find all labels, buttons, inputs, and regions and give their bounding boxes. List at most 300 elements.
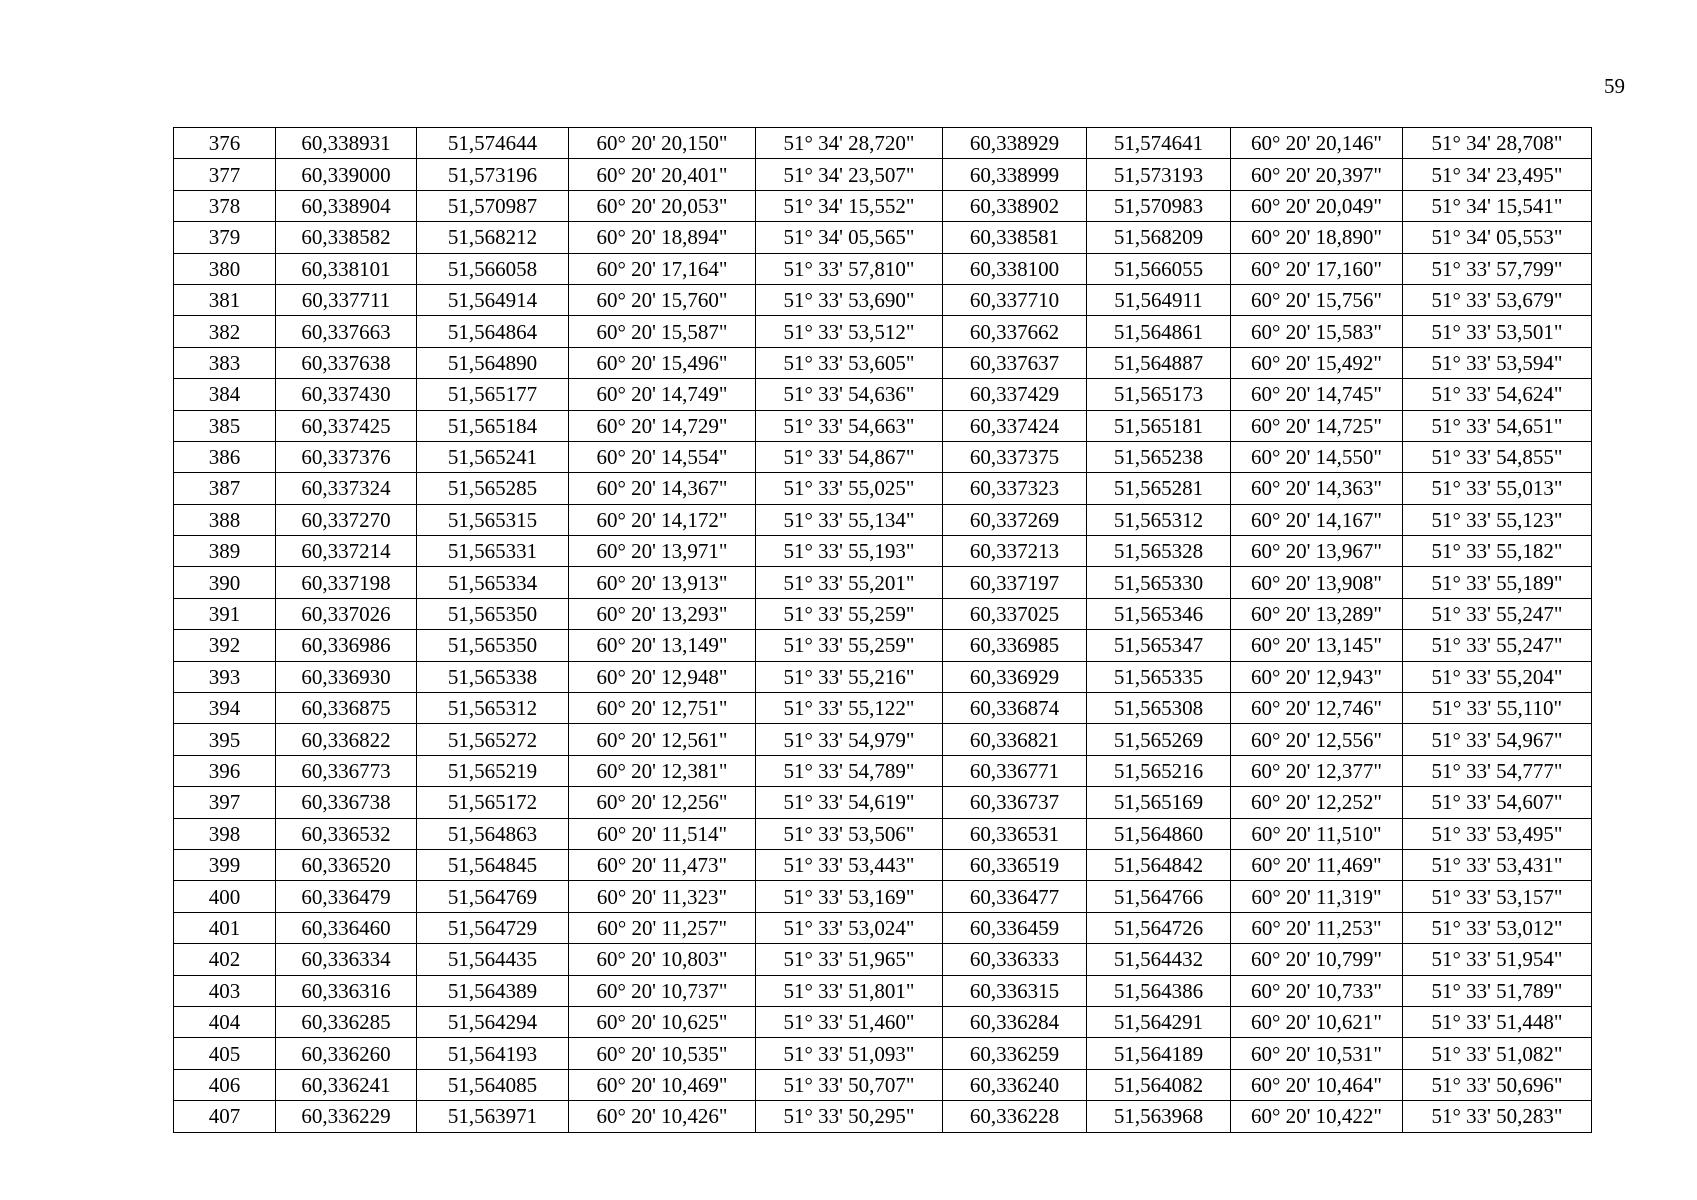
latitude-decimal-alt-cell: 60,336771 xyxy=(943,755,1087,786)
longitude-dms-cell: 51° 33' 50,295" xyxy=(756,1101,943,1132)
latitude-decimal-cell: 60,337663 xyxy=(276,316,417,347)
latitude-dms-alt-cell: 60° 20' 12,556" xyxy=(1231,724,1403,755)
longitude-decimal-alt-cell: 51,563968 xyxy=(1087,1101,1231,1132)
latitude-decimal-cell: 60,337638 xyxy=(276,347,417,378)
latitude-decimal-cell: 60,336479 xyxy=(276,881,417,912)
longitude-dms-cell: 51° 33' 50,707" xyxy=(756,1069,943,1100)
longitude-decimal-alt-cell: 51,564887 xyxy=(1087,347,1231,378)
longitude-decimal-alt-cell: 51,566055 xyxy=(1087,253,1231,284)
latitude-decimal-alt-cell: 60,337323 xyxy=(943,473,1087,504)
latitude-dms-alt-cell: 60° 20' 11,510" xyxy=(1231,818,1403,849)
latitude-dms-cell: 60° 20' 14,729" xyxy=(569,410,756,441)
latitude-decimal-cell: 60,337425 xyxy=(276,410,417,441)
longitude-decimal-cell: 51,564435 xyxy=(417,944,569,975)
table-row xyxy=(174,975,1592,1006)
longitude-decimal-cell: 51,570987 xyxy=(417,190,569,221)
longitude-dms-cell: 51° 34' 28,720" xyxy=(756,128,943,159)
latitude-decimal-cell: 60,336460 xyxy=(276,912,417,943)
longitude-decimal-alt-cell: 51,573193 xyxy=(1087,159,1231,190)
longitude-decimal-alt-cell: 51,565169 xyxy=(1087,787,1231,818)
longitude-decimal-alt-cell: 51,565328 xyxy=(1087,536,1231,567)
latitude-dms-cell: 60° 20' 10,625" xyxy=(569,1006,756,1037)
point-number-cell: 376 xyxy=(174,128,276,159)
table-row xyxy=(174,818,1592,849)
table-row xyxy=(174,1069,1592,1100)
latitude-dms-cell: 60° 20' 12,561" xyxy=(569,724,756,755)
longitude-decimal-cell: 51,574644 xyxy=(417,128,569,159)
latitude-decimal-alt-cell: 60,336259 xyxy=(943,1038,1087,1069)
longitude-decimal-cell: 51,565334 xyxy=(417,567,569,598)
longitude-decimal-cell: 51,563971 xyxy=(417,1101,569,1132)
longitude-dms-alt-cell: 51° 33' 53,157" xyxy=(1403,881,1592,912)
longitude-decimal-cell: 51,564890 xyxy=(417,347,569,378)
latitude-dms-cell: 60° 20' 13,149" xyxy=(569,630,756,661)
longitude-decimal-cell: 51,564085 xyxy=(417,1069,569,1100)
latitude-decimal-cell: 60,336875 xyxy=(276,693,417,724)
longitude-dms-cell: 51° 33' 53,690" xyxy=(756,284,943,315)
latitude-decimal-alt-cell: 60,338929 xyxy=(943,128,1087,159)
table-row xyxy=(174,630,1592,661)
point-number-cell: 391 xyxy=(174,598,276,629)
latitude-dms-alt-cell: 60° 20' 10,621" xyxy=(1231,1006,1403,1037)
latitude-decimal-alt-cell: 60,336985 xyxy=(943,630,1087,661)
point-number-cell: 407 xyxy=(174,1101,276,1132)
table-row xyxy=(174,284,1592,315)
latitude-dms-alt-cell: 60° 20' 10,799" xyxy=(1231,944,1403,975)
latitude-dms-alt-cell: 60° 20' 10,531" xyxy=(1231,1038,1403,1069)
latitude-decimal-cell: 60,336229 xyxy=(276,1101,417,1132)
latitude-decimal-alt-cell: 60,336929 xyxy=(943,661,1087,692)
longitude-decimal-cell: 51,565312 xyxy=(417,693,569,724)
point-number-cell: 392 xyxy=(174,630,276,661)
table-row xyxy=(174,222,1592,253)
latitude-dms-cell: 60° 20' 20,401" xyxy=(569,159,756,190)
latitude-dms-cell: 60° 20' 15,496" xyxy=(569,347,756,378)
longitude-dms-cell: 51° 33' 55,259" xyxy=(756,598,943,629)
point-number-cell: 381 xyxy=(174,284,276,315)
latitude-dms-cell: 60° 20' 14,367" xyxy=(569,473,756,504)
latitude-dms-alt-cell: 60° 20' 11,469" xyxy=(1231,849,1403,880)
point-number-cell: 402 xyxy=(174,944,276,975)
latitude-dms-alt-cell: 60° 20' 17,160" xyxy=(1231,253,1403,284)
point-number-cell: 388 xyxy=(174,504,276,535)
latitude-decimal-alt-cell: 60,336531 xyxy=(943,818,1087,849)
longitude-dms-cell: 51° 33' 53,506" xyxy=(756,818,943,849)
latitude-decimal-alt-cell: 60,336737 xyxy=(943,787,1087,818)
table-row xyxy=(174,755,1592,786)
longitude-dms-cell: 51° 33' 55,134" xyxy=(756,504,943,535)
point-number-cell: 395 xyxy=(174,724,276,755)
longitude-decimal-cell: 51,564294 xyxy=(417,1006,569,1037)
longitude-dms-alt-cell: 51° 33' 55,204" xyxy=(1403,661,1592,692)
longitude-decimal-alt-cell: 51,564766 xyxy=(1087,881,1231,912)
table-row xyxy=(174,944,1592,975)
latitude-dms-alt-cell: 60° 20' 10,464" xyxy=(1231,1069,1403,1100)
longitude-decimal-cell: 51,565331 xyxy=(417,536,569,567)
point-number-cell: 394 xyxy=(174,693,276,724)
latitude-dms-cell: 60° 20' 10,535" xyxy=(569,1038,756,1069)
longitude-decimal-cell: 51,564914 xyxy=(417,284,569,315)
latitude-dms-cell: 60° 20' 15,760" xyxy=(569,284,756,315)
longitude-decimal-cell: 51,565285 xyxy=(417,473,569,504)
longitude-dms-cell: 51° 33' 54,619" xyxy=(756,787,943,818)
longitude-decimal-alt-cell: 51,564842 xyxy=(1087,849,1231,880)
longitude-dms-cell: 51° 33' 55,193" xyxy=(756,536,943,567)
longitude-decimal-alt-cell: 51,564432 xyxy=(1087,944,1231,975)
latitude-dms-cell: 60° 20' 17,164" xyxy=(569,253,756,284)
latitude-dms-alt-cell: 60° 20' 14,167" xyxy=(1231,504,1403,535)
point-number-cell: 389 xyxy=(174,536,276,567)
latitude-decimal-cell: 60,336520 xyxy=(276,849,417,880)
longitude-dms-cell: 51° 34' 05,565" xyxy=(756,222,943,253)
latitude-decimal-alt-cell: 60,337662 xyxy=(943,316,1087,347)
table-row xyxy=(174,441,1592,472)
table-row xyxy=(174,881,1592,912)
latitude-decimal-cell: 60,336285 xyxy=(276,1006,417,1037)
longitude-dms-cell: 51° 33' 53,443" xyxy=(756,849,943,880)
longitude-decimal-alt-cell: 51,564726 xyxy=(1087,912,1231,943)
point-number-cell: 379 xyxy=(174,222,276,253)
longitude-decimal-cell: 51,565219 xyxy=(417,755,569,786)
latitude-dms-cell: 60° 20' 10,469" xyxy=(569,1069,756,1100)
latitude-dms-alt-cell: 60° 20' 14,550" xyxy=(1231,441,1403,472)
latitude-decimal-alt-cell: 60,338100 xyxy=(943,253,1087,284)
longitude-dms-alt-cell: 51° 33' 53,594" xyxy=(1403,347,1592,378)
longitude-dms-cell: 51° 33' 51,460" xyxy=(756,1006,943,1037)
latitude-dms-alt-cell: 60° 20' 11,319" xyxy=(1231,881,1403,912)
longitude-decimal-cell: 51,564864 xyxy=(417,316,569,347)
longitude-dms-alt-cell: 51° 33' 55,182" xyxy=(1403,536,1592,567)
longitude-dms-alt-cell: 51° 33' 54,777" xyxy=(1403,755,1592,786)
table-row xyxy=(174,536,1592,567)
longitude-dms-cell: 51° 33' 57,810" xyxy=(756,253,943,284)
latitude-dms-alt-cell: 60° 20' 20,397" xyxy=(1231,159,1403,190)
longitude-decimal-cell: 51,565350 xyxy=(417,598,569,629)
longitude-decimal-cell: 51,573196 xyxy=(417,159,569,190)
latitude-dms-cell: 60° 20' 12,948" xyxy=(569,661,756,692)
latitude-decimal-cell: 60,336532 xyxy=(276,818,417,849)
latitude-dms-cell: 60° 20' 10,737" xyxy=(569,975,756,1006)
latitude-dms-cell: 60° 20' 14,172" xyxy=(569,504,756,535)
latitude-decimal-cell: 60,336738 xyxy=(276,787,417,818)
latitude-decimal-cell: 60,337270 xyxy=(276,504,417,535)
latitude-decimal-cell: 60,337430 xyxy=(276,379,417,410)
longitude-dms-cell: 51° 33' 55,216" xyxy=(756,661,943,692)
latitude-dms-alt-cell: 60° 20' 10,422" xyxy=(1231,1101,1403,1132)
latitude-decimal-alt-cell: 60,336240 xyxy=(943,1069,1087,1100)
table-row xyxy=(174,410,1592,441)
table-row xyxy=(174,567,1592,598)
longitude-dms-alt-cell: 51° 33' 51,448" xyxy=(1403,1006,1592,1037)
point-number-cell: 386 xyxy=(174,441,276,472)
latitude-dms-cell: 60° 20' 10,426" xyxy=(569,1101,756,1132)
longitude-decimal-alt-cell: 51,565281 xyxy=(1087,473,1231,504)
latitude-dms-alt-cell: 60° 20' 15,492" xyxy=(1231,347,1403,378)
longitude-dms-cell: 51° 33' 53,512" xyxy=(756,316,943,347)
table-row xyxy=(174,504,1592,535)
longitude-dms-cell: 51° 33' 54,636" xyxy=(756,379,943,410)
longitude-decimal-cell: 51,566058 xyxy=(417,253,569,284)
latitude-decimal-alt-cell: 60,337429 xyxy=(943,379,1087,410)
latitude-dms-cell: 60° 20' 15,587" xyxy=(569,316,756,347)
longitude-decimal-cell: 51,565184 xyxy=(417,410,569,441)
longitude-dms-alt-cell: 51° 33' 54,607" xyxy=(1403,787,1592,818)
latitude-dms-cell: 60° 20' 11,323" xyxy=(569,881,756,912)
longitude-decimal-alt-cell: 51,564189 xyxy=(1087,1038,1231,1069)
longitude-decimal-cell: 51,564389 xyxy=(417,975,569,1006)
table-row xyxy=(174,1006,1592,1037)
point-number-cell: 377 xyxy=(174,159,276,190)
longitude-dms-alt-cell: 51° 33' 55,110" xyxy=(1403,693,1592,724)
table-row xyxy=(174,253,1592,284)
longitude-decimal-alt-cell: 51,565330 xyxy=(1087,567,1231,598)
latitude-decimal-alt-cell: 60,337424 xyxy=(943,410,1087,441)
longitude-decimal-alt-cell: 51,568209 xyxy=(1087,222,1231,253)
latitude-decimal-cell: 60,337376 xyxy=(276,441,417,472)
longitude-dms-alt-cell: 51° 33' 53,012" xyxy=(1403,912,1592,943)
longitude-dms-alt-cell: 51° 33' 51,082" xyxy=(1403,1038,1592,1069)
table-row xyxy=(174,316,1592,347)
longitude-decimal-cell: 51,565241 xyxy=(417,441,569,472)
point-number-cell: 403 xyxy=(174,975,276,1006)
longitude-dms-alt-cell: 51° 33' 54,624" xyxy=(1403,379,1592,410)
longitude-dms-alt-cell: 51° 33' 51,954" xyxy=(1403,944,1592,975)
point-number-cell: 384 xyxy=(174,379,276,410)
latitude-decimal-cell: 60,336241 xyxy=(276,1069,417,1100)
point-number-cell: 398 xyxy=(174,818,276,849)
latitude-decimal-alt-cell: 60,337269 xyxy=(943,504,1087,535)
longitude-decimal-cell: 51,565272 xyxy=(417,724,569,755)
longitude-dms-cell: 51° 34' 23,507" xyxy=(756,159,943,190)
latitude-dms-alt-cell: 60° 20' 10,733" xyxy=(1231,975,1403,1006)
table-row xyxy=(174,1101,1592,1132)
latitude-decimal-alt-cell: 60,336519 xyxy=(943,849,1087,880)
latitude-decimal-alt-cell: 60,337637 xyxy=(943,347,1087,378)
longitude-dms-alt-cell: 51° 33' 55,123" xyxy=(1403,504,1592,535)
table-row xyxy=(174,724,1592,755)
latitude-decimal-alt-cell: 60,336477 xyxy=(943,881,1087,912)
latitude-dms-cell: 60° 20' 11,257" xyxy=(569,912,756,943)
longitude-decimal-cell: 51,564193 xyxy=(417,1038,569,1069)
longitude-dms-cell: 51° 33' 54,979" xyxy=(756,724,943,755)
table-row xyxy=(174,379,1592,410)
longitude-dms-cell: 51° 33' 51,801" xyxy=(756,975,943,1006)
longitude-dms-alt-cell: 51° 33' 50,696" xyxy=(1403,1069,1592,1100)
longitude-decimal-alt-cell: 51,565347 xyxy=(1087,630,1231,661)
table-row xyxy=(174,661,1592,692)
table-row xyxy=(174,128,1592,159)
latitude-decimal-alt-cell: 60,336315 xyxy=(943,975,1087,1006)
longitude-dms-cell: 51° 33' 54,867" xyxy=(756,441,943,472)
longitude-decimal-alt-cell: 51,565269 xyxy=(1087,724,1231,755)
longitude-decimal-cell: 51,565315 xyxy=(417,504,569,535)
latitude-decimal-cell: 60,336334 xyxy=(276,944,417,975)
longitude-decimal-alt-cell: 51,574641 xyxy=(1087,128,1231,159)
longitude-dms-alt-cell: 51° 34' 28,708" xyxy=(1403,128,1592,159)
latitude-dms-cell: 60° 20' 13,913" xyxy=(569,567,756,598)
coordinates-table xyxy=(173,127,1592,1133)
longitude-decimal-cell: 51,565177 xyxy=(417,379,569,410)
table-row xyxy=(174,473,1592,504)
longitude-decimal-alt-cell: 51,565335 xyxy=(1087,661,1231,692)
latitude-decimal-cell: 60,338101 xyxy=(276,253,417,284)
longitude-decimal-alt-cell: 51,564386 xyxy=(1087,975,1231,1006)
latitude-dms-cell: 60° 20' 20,150" xyxy=(569,128,756,159)
latitude-dms-alt-cell: 60° 20' 15,583" xyxy=(1231,316,1403,347)
latitude-decimal-alt-cell: 60,337710 xyxy=(943,284,1087,315)
longitude-decimal-alt-cell: 51,564911 xyxy=(1087,284,1231,315)
latitude-decimal-cell: 60,338582 xyxy=(276,222,417,253)
latitude-decimal-cell: 60,336930 xyxy=(276,661,417,692)
latitude-decimal-cell: 60,338904 xyxy=(276,190,417,221)
point-number-cell: 406 xyxy=(174,1069,276,1100)
point-number-cell: 405 xyxy=(174,1038,276,1069)
longitude-dms-cell: 51° 33' 55,259" xyxy=(756,630,943,661)
point-number-cell: 387 xyxy=(174,473,276,504)
longitude-dms-cell: 51° 33' 53,169" xyxy=(756,881,943,912)
point-number-cell: 404 xyxy=(174,1006,276,1037)
latitude-decimal-alt-cell: 60,336333 xyxy=(943,944,1087,975)
latitude-dms-alt-cell: 60° 20' 13,908" xyxy=(1231,567,1403,598)
latitude-dms-cell: 60° 20' 13,293" xyxy=(569,598,756,629)
longitude-dms-alt-cell: 51° 33' 53,501" xyxy=(1403,316,1592,347)
longitude-decimal-alt-cell: 51,564861 xyxy=(1087,316,1231,347)
latitude-decimal-cell: 60,336822 xyxy=(276,724,417,755)
latitude-dms-alt-cell: 60° 20' 13,289" xyxy=(1231,598,1403,629)
longitude-dms-cell: 51° 33' 51,093" xyxy=(756,1038,943,1069)
latitude-dms-cell: 60° 20' 13,971" xyxy=(569,536,756,567)
longitude-dms-cell: 51° 33' 53,024" xyxy=(756,912,943,943)
longitude-dms-cell: 51° 34' 15,552" xyxy=(756,190,943,221)
longitude-decimal-cell: 51,565338 xyxy=(417,661,569,692)
latitude-decimal-cell: 60,337214 xyxy=(276,536,417,567)
point-number-cell: 385 xyxy=(174,410,276,441)
longitude-decimal-alt-cell: 51,564291 xyxy=(1087,1006,1231,1037)
latitude-dms-alt-cell: 60° 20' 12,746" xyxy=(1231,693,1403,724)
latitude-decimal-alt-cell: 60,337375 xyxy=(943,441,1087,472)
longitude-dms-cell: 51° 33' 55,201" xyxy=(756,567,943,598)
longitude-decimal-alt-cell: 51,564860 xyxy=(1087,818,1231,849)
latitude-dms-cell: 60° 20' 14,554" xyxy=(569,441,756,472)
longitude-dms-alt-cell: 51° 34' 05,553" xyxy=(1403,222,1592,253)
longitude-decimal-cell: 51,564863 xyxy=(417,818,569,849)
latitude-dms-cell: 60° 20' 12,751" xyxy=(569,693,756,724)
point-number-cell: 383 xyxy=(174,347,276,378)
latitude-decimal-cell: 60,336260 xyxy=(276,1038,417,1069)
longitude-dms-alt-cell: 51° 33' 51,789" xyxy=(1403,975,1592,1006)
latitude-dms-alt-cell: 60° 20' 11,253" xyxy=(1231,912,1403,943)
longitude-dms-alt-cell: 51° 33' 55,013" xyxy=(1403,473,1592,504)
longitude-dms-cell: 51° 33' 54,663" xyxy=(756,410,943,441)
point-number-cell: 378 xyxy=(174,190,276,221)
longitude-decimal-cell: 51,565172 xyxy=(417,787,569,818)
latitude-decimal-alt-cell: 60,337213 xyxy=(943,536,1087,567)
longitude-dms-alt-cell: 51° 33' 53,495" xyxy=(1403,818,1592,849)
latitude-decimal-alt-cell: 60,336821 xyxy=(943,724,1087,755)
latitude-dms-cell: 60° 20' 20,053" xyxy=(569,190,756,221)
table-row xyxy=(174,347,1592,378)
latitude-decimal-cell: 60,339000 xyxy=(276,159,417,190)
coordinates-table-body xyxy=(174,128,1592,1133)
latitude-decimal-alt-cell: 60,336228 xyxy=(943,1101,1087,1132)
longitude-decimal-cell: 51,565350 xyxy=(417,630,569,661)
latitude-dms-alt-cell: 60° 20' 18,890" xyxy=(1231,222,1403,253)
longitude-dms-alt-cell: 51° 33' 55,189" xyxy=(1403,567,1592,598)
longitude-dms-alt-cell: 51° 33' 50,283" xyxy=(1403,1101,1592,1132)
latitude-decimal-cell: 60,336773 xyxy=(276,755,417,786)
longitude-dms-cell: 51° 33' 55,025" xyxy=(756,473,943,504)
latitude-decimal-alt-cell: 60,338902 xyxy=(943,190,1087,221)
table-row xyxy=(174,159,1592,190)
table-row xyxy=(174,190,1592,221)
point-number-cell: 382 xyxy=(174,316,276,347)
longitude-dms-alt-cell: 51° 33' 53,679" xyxy=(1403,284,1592,315)
latitude-dms-alt-cell: 60° 20' 15,756" xyxy=(1231,284,1403,315)
table-row xyxy=(174,912,1592,943)
longitude-decimal-cell: 51,564845 xyxy=(417,849,569,880)
longitude-dms-cell: 51° 33' 55,122" xyxy=(756,693,943,724)
longitude-dms-alt-cell: 51° 33' 55,247" xyxy=(1403,598,1592,629)
latitude-dms-alt-cell: 60° 20' 20,049" xyxy=(1231,190,1403,221)
longitude-decimal-alt-cell: 51,565238 xyxy=(1087,441,1231,472)
table-row xyxy=(174,787,1592,818)
latitude-decimal-cell: 60,337026 xyxy=(276,598,417,629)
latitude-decimal-cell: 60,337198 xyxy=(276,567,417,598)
latitude-dms-cell: 60° 20' 12,381" xyxy=(569,755,756,786)
longitude-dms-alt-cell: 51° 33' 57,799" xyxy=(1403,253,1592,284)
latitude-dms-alt-cell: 60° 20' 14,363" xyxy=(1231,473,1403,504)
latitude-decimal-alt-cell: 60,336874 xyxy=(943,693,1087,724)
point-number-cell: 393 xyxy=(174,661,276,692)
longitude-dms-alt-cell: 51° 33' 55,247" xyxy=(1403,630,1592,661)
table-row xyxy=(174,849,1592,880)
latitude-dms-cell: 60° 20' 12,256" xyxy=(569,787,756,818)
longitude-dms-alt-cell: 51° 34' 23,495" xyxy=(1403,159,1592,190)
latitude-dms-cell: 60° 20' 11,514" xyxy=(569,818,756,849)
latitude-decimal-alt-cell: 60,337197 xyxy=(943,567,1087,598)
latitude-decimal-cell: 60,336316 xyxy=(276,975,417,1006)
latitude-decimal-cell: 60,337711 xyxy=(276,284,417,315)
longitude-decimal-alt-cell: 51,565346 xyxy=(1087,598,1231,629)
longitude-dms-alt-cell: 51° 33' 54,967" xyxy=(1403,724,1592,755)
latitude-dms-alt-cell: 60° 20' 12,943" xyxy=(1231,661,1403,692)
latitude-dms-alt-cell: 60° 20' 12,252" xyxy=(1231,787,1403,818)
latitude-dms-alt-cell: 60° 20' 14,725" xyxy=(1231,410,1403,441)
longitude-decimal-cell: 51,564729 xyxy=(417,912,569,943)
longitude-decimal-alt-cell: 51,570983 xyxy=(1087,190,1231,221)
point-number-cell: 380 xyxy=(174,253,276,284)
latitude-dms-alt-cell: 60° 20' 14,745" xyxy=(1231,379,1403,410)
longitude-decimal-alt-cell: 51,565312 xyxy=(1087,504,1231,535)
longitude-dms-alt-cell: 51° 33' 54,855" xyxy=(1403,441,1592,472)
latitude-decimal-cell: 60,338931 xyxy=(276,128,417,159)
longitude-dms-cell: 51° 33' 53,605" xyxy=(756,347,943,378)
point-number-cell: 401 xyxy=(174,912,276,943)
longitude-decimal-alt-cell: 51,565216 xyxy=(1087,755,1231,786)
longitude-decimal-cell: 51,568212 xyxy=(417,222,569,253)
latitude-dms-alt-cell: 60° 20' 12,377" xyxy=(1231,755,1403,786)
longitude-decimal-alt-cell: 51,564082 xyxy=(1087,1069,1231,1100)
latitude-dms-alt-cell: 60° 20' 13,967" xyxy=(1231,536,1403,567)
latitude-decimal-alt-cell: 60,337025 xyxy=(943,598,1087,629)
latitude-decimal-alt-cell: 60,338999 xyxy=(943,159,1087,190)
latitude-decimal-cell: 60,336986 xyxy=(276,630,417,661)
longitude-decimal-alt-cell: 51,565181 xyxy=(1087,410,1231,441)
point-number-cell: 396 xyxy=(174,755,276,786)
point-number-cell: 390 xyxy=(174,567,276,598)
latitude-decimal-cell: 60,337324 xyxy=(276,473,417,504)
table-row xyxy=(174,693,1592,724)
